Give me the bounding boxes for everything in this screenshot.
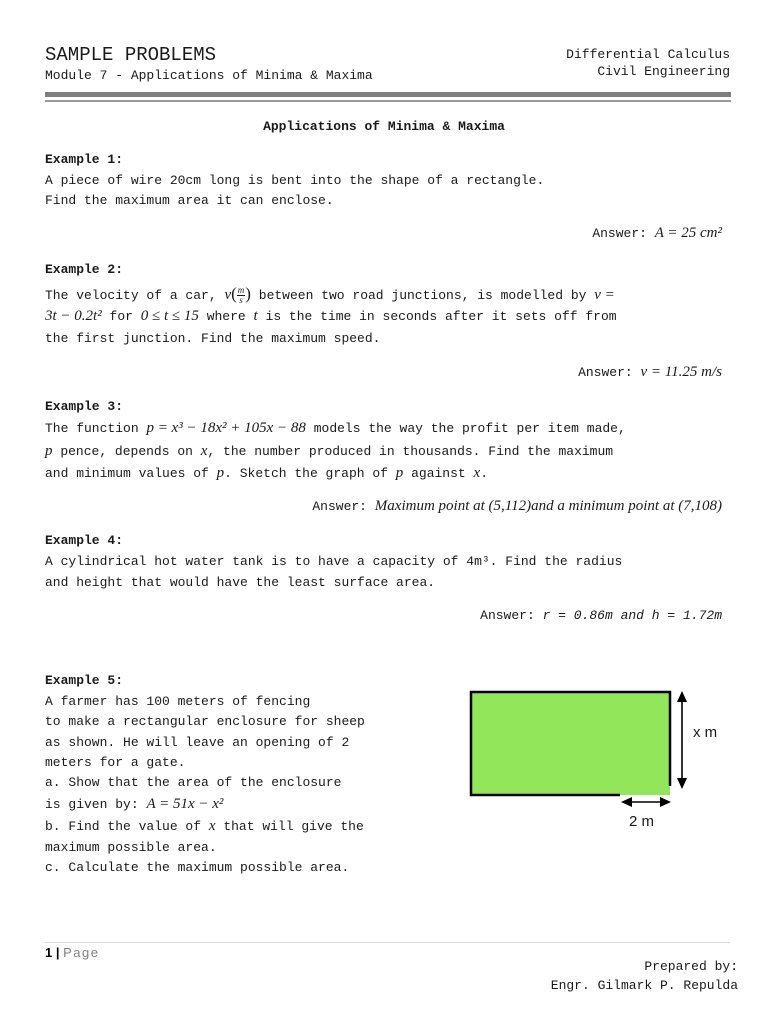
answer-label: Answer: <box>480 608 535 623</box>
example-5-text-line: A farmer has 100 meters of fencing <box>45 694 311 709</box>
text-segment: and minimum values of <box>45 466 209 481</box>
example-3-heading: Example 3: <box>45 399 124 414</box>
example-5-text-line: c. Calculate the maximum possible area. <box>45 860 350 875</box>
answer-value: A = 25 cm² <box>654 225 722 241</box>
example-3-text-line <box>45 443 613 460</box>
text-segment: b. Find the value of <box>45 819 202 834</box>
example-3-text-line <box>45 420 626 437</box>
footer-rule <box>45 942 730 943</box>
example-5-text-line <box>45 818 364 835</box>
text-segment: The function <box>45 421 139 436</box>
math-variable: p <box>216 465 225 481</box>
example-5-heading: Example 5: <box>45 673 124 688</box>
text-segment: where <box>206 309 246 324</box>
example-5-text-line: meters for a gate. <box>45 755 186 770</box>
height-label: x m <box>693 724 718 741</box>
text-segment: between two road junctions, is modelled by <box>258 288 587 303</box>
math-expression: v = <box>594 287 615 303</box>
example-5-text-line: maximum possible area. <box>45 840 217 855</box>
page-header-module: Module 7 - Applications of Minima & Maxima <box>45 68 373 83</box>
math-variable: p <box>45 443 53 459</box>
math-variable: x <box>208 818 216 834</box>
page-number-value: 1 <box>45 945 53 960</box>
prepared-by <box>551 957 738 995</box>
math-expression: p = x³ − 18x² + 105x − 88 <box>146 420 306 436</box>
math-variable: p <box>395 465 404 481</box>
text-segment: pence, depends on <box>60 444 193 459</box>
answer-value: Maximum point at (5,112)and a minimum point at (7,108) <box>374 498 722 514</box>
example-3-text-line <box>45 465 488 482</box>
math-variable: v <box>224 287 232 303</box>
prepared-by-label: Prepared by: <box>644 959 738 974</box>
math-variable: t <box>253 308 258 324</box>
fraction-denominator: s <box>239 295 243 305</box>
text-segment: is the time in seconds after it sets off from <box>265 309 617 324</box>
enclosure-diagram <box>469 688 729 838</box>
text-segment: against <box>411 466 466 481</box>
math-variable: x <box>200 443 208 459</box>
page-header-subject <box>566 46 730 80</box>
example-1-text-line: Find the maximum area it can enclose. <box>45 193 334 208</box>
header-rule-thick <box>45 92 731 97</box>
page-separator: | <box>55 945 60 960</box>
example-4-text-line: and height that would have the least surface area. <box>45 575 436 590</box>
example-5-text-line <box>45 796 223 813</box>
enclosure-rectangle <box>471 692 670 795</box>
text-segment: The velocity of a car, <box>45 288 217 303</box>
text-segment: for <box>109 309 133 324</box>
answer-value: v = 11.25 m/s <box>640 364 722 380</box>
answer-value: r = 0.86m and h = 1.72m <box>542 608 722 623</box>
header-rule-thin <box>45 100 731 102</box>
text-segment: . Sketch the graph of <box>224 466 388 481</box>
example-2-text-line: The velocity of a car, v( $\frac{m}{s}$ ) between two road junctions, is modelled by v = <box>45 284 615 305</box>
text-segment: is given by: <box>45 797 139 812</box>
example-1-heading: Example 1: <box>45 152 124 167</box>
fraction-numerator: m <box>237 285 245 295</box>
math-expression: 0 ≤ t ≤ 15 <box>140 308 199 324</box>
example-1-text-line: A piece of wire 20cm long is bent into the shape of a rectangle. <box>45 173 545 188</box>
math-expression: A = 51x − x² <box>146 796 224 812</box>
page-header-title: SAMPLE PROBLEMS <box>45 44 217 66</box>
example-1-answer <box>592 225 722 242</box>
answer-label: Answer: <box>312 499 367 514</box>
text-segment: models the way the profit per item made, <box>313 421 626 436</box>
math-variable: x <box>473 465 481 481</box>
example-5-text-line: a. Show that the area of the enclosure <box>45 775 342 790</box>
example-2-answer <box>578 364 722 381</box>
example-2-text-line <box>45 308 617 325</box>
author-name: Engr. Gilmark P. Repulda <box>550 978 738 993</box>
example-2-text-line: the first junction. Find the maximum speed. <box>45 331 381 346</box>
height-arrow <box>677 691 687 789</box>
answer-label: Answer: <box>592 226 647 241</box>
course-label: Civil Engineering <box>597 64 730 79</box>
example-5-text-line: as shown. He will leave an opening of 2 <box>45 735 350 750</box>
document-title: Applications of Minima & Maxima <box>263 119 505 134</box>
example-3-answer <box>312 498 722 515</box>
example-4-text-line: A cylindrical hot water tank is to have a capacity of 4m³. Find the radius <box>45 554 623 569</box>
page-word: Page <box>63 945 100 960</box>
example-4-answer <box>480 608 722 623</box>
math-expression: 3t − 0.2t² <box>45 308 102 324</box>
subject-label: Differential Calculus <box>566 47 730 62</box>
text-segment: , the number produced in thousands. Find the maximum <box>207 444 614 459</box>
gate-arrow <box>621 797 671 807</box>
text-segment: that will give the <box>223 819 364 834</box>
answer-label: Answer: <box>578 365 633 380</box>
gate-label: 2 m <box>629 813 655 830</box>
example-2-heading: Example 2: <box>45 262 124 277</box>
example-5-text-line: to make a rectangular enclosure for sheep <box>45 714 365 729</box>
text-segment: . <box>480 466 488 481</box>
example-4-heading: Example 4: <box>45 533 124 548</box>
page-number <box>45 945 100 960</box>
